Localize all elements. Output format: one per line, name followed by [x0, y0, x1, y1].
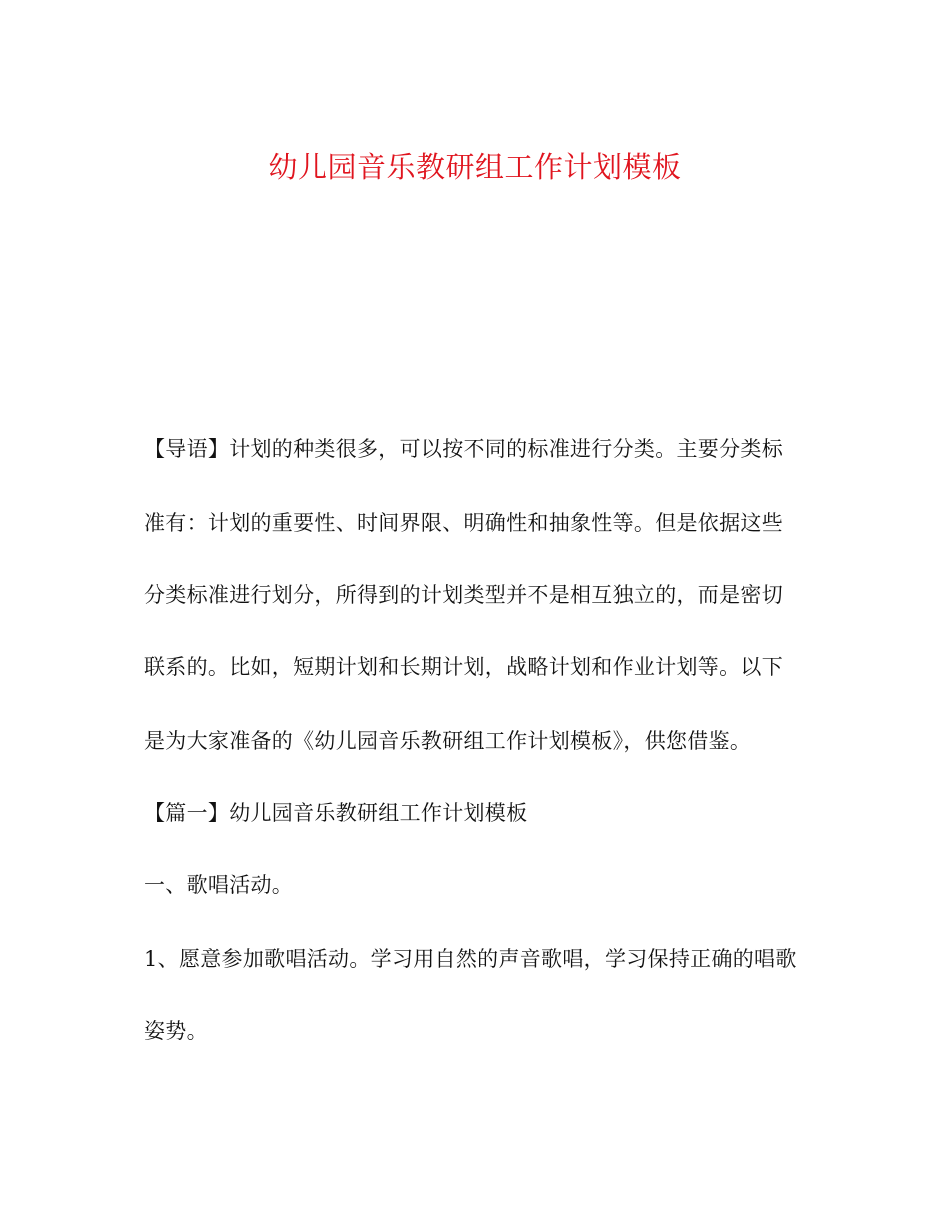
intro-line-1: 【导语】计划的种类很多，可以按不同的标准进行分类。主要分类标 [144, 437, 783, 461]
intro-line-2: 准有：计划的重要性、时间界限、明确性和抽象性等。但是依据这些 [144, 511, 783, 535]
item-line-1: 1、愿意参加歌唱活动。学习用自然的声音歌唱，学习保持正确的唱歌 [144, 947, 797, 971]
intro-line-3: 分类标准进行划分，所得到的计划类型并不是相互独立的，而是密切 [144, 583, 783, 607]
intro-line-4: 联系的。比如，短期计划和长期计划，战略计划和作业计划等。以下 [144, 655, 783, 679]
intro-line-5: 是为大家准备的《幼儿园音乐教研组工作计划模板》，供您借鉴。 [144, 729, 752, 753]
section-heading: 【篇一】幼儿园音乐教研组工作计划模板 [144, 801, 528, 825]
subsection-heading: 一、歌唱活动。 [144, 873, 294, 897]
item-line-2: 姿势。 [144, 1019, 208, 1043]
document-title: 幼儿园音乐教研组工作计划模板 [268, 150, 682, 185]
